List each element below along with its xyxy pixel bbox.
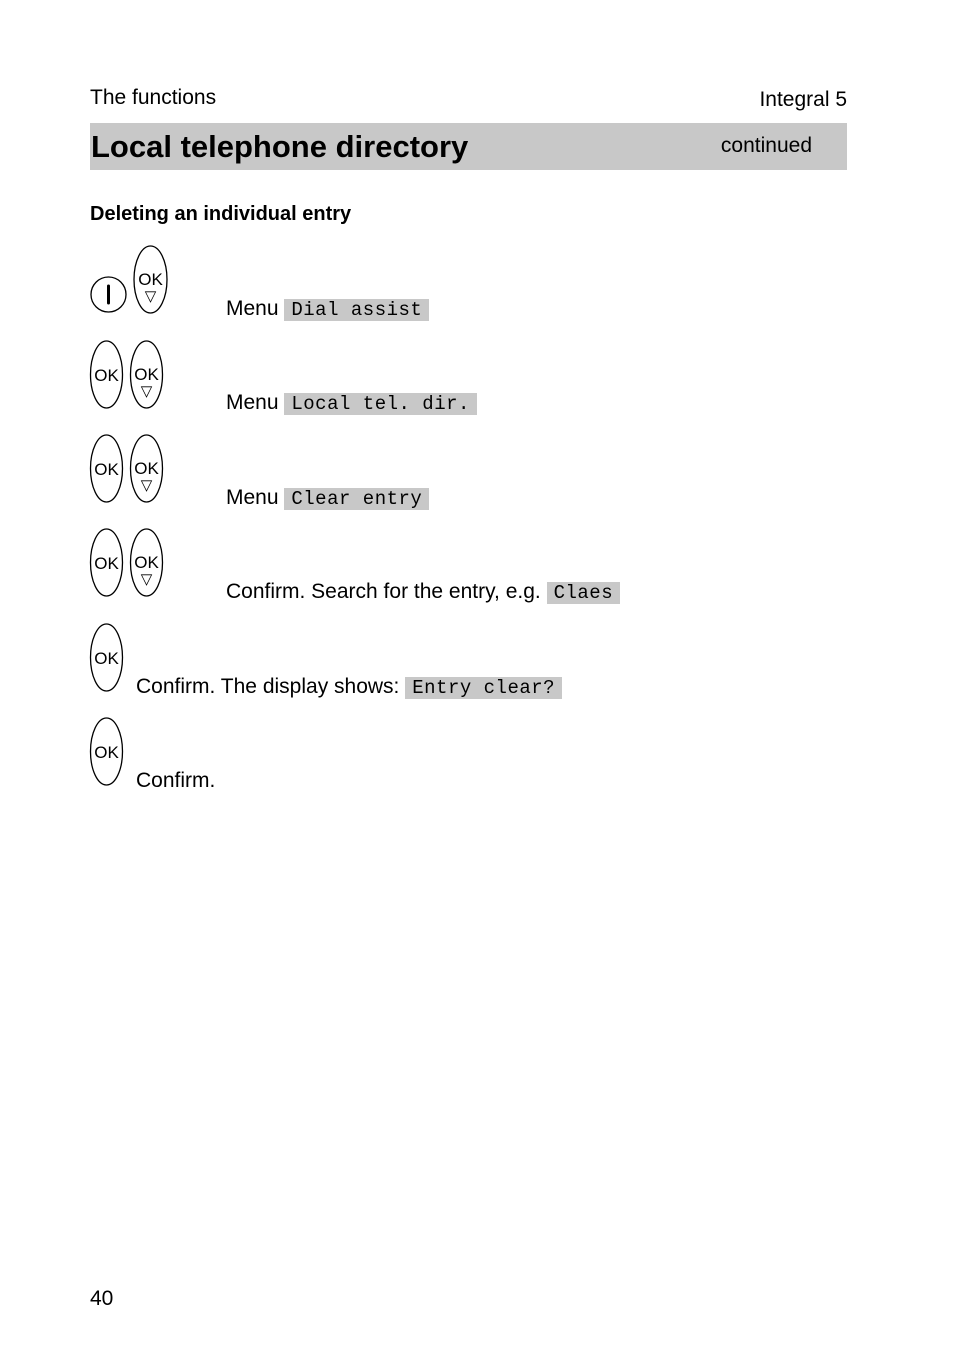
ok-key-label: OK [94, 743, 119, 762]
ok-key-icon [90, 623, 126, 693]
header-section: The functions [90, 86, 217, 109]
lcd-local-tel-dir: Local tel. dir. [284, 393, 477, 415]
down-arrow-icon: ▽ [140, 571, 153, 588]
header-model: Integral 5 [759, 88, 847, 111]
step-4-prefix: Confirm. Search for the entry, e.g. [226, 580, 541, 603]
ok-down-key-icon [130, 528, 166, 598]
ok-key-icon [90, 434, 126, 504]
ok-key-icon [90, 528, 126, 598]
ok-key-label: OK [94, 649, 119, 668]
down-arrow-icon: ▽ [140, 383, 153, 400]
ok-key-label: OK [134, 553, 159, 572]
page-number: 40 [90, 1287, 114, 1310]
ok-key-label: OK [94, 460, 119, 479]
step-5-prefix: Confirm. The display shows: [136, 675, 400, 698]
step-2 [226, 391, 477, 415]
title-bar [90, 123, 847, 170]
step-4 [226, 580, 620, 604]
section-heading: Deleting an individual entry [90, 203, 352, 225]
ok-down-key-icon [133, 245, 169, 315]
continued-label: continued [720, 134, 812, 157]
ok-key-label: OK [94, 554, 119, 573]
ok-key-icon [90, 340, 126, 410]
ok-down-key-icon [130, 434, 166, 504]
ok-key-label: OK [134, 459, 159, 478]
ok-key-icon [90, 717, 126, 787]
step-1 [226, 297, 429, 321]
ok-key-label: OK [134, 365, 159, 384]
down-arrow-icon: ▽ [144, 288, 157, 305]
lcd-clear-entry: Clear entry [284, 488, 429, 510]
step-3 [226, 486, 429, 510]
ok-down-key-icon [130, 340, 166, 410]
power-key-icon [90, 276, 128, 314]
step-5 [136, 675, 562, 699]
step-6-prefix: Confirm. [136, 769, 216, 792]
ok-key-label: OK [94, 366, 119, 385]
down-arrow-icon: ▽ [140, 477, 153, 494]
step-1-prefix: Menu [226, 297, 279, 320]
step-6 [136, 769, 215, 793]
lcd-entry-clear: Entry clear? [405, 677, 562, 699]
lcd-claes: Claes [547, 582, 621, 604]
lcd-dial-assist: Dial assist [284, 299, 429, 321]
page-title: Local telephone directory [91, 129, 469, 164]
step-2-prefix: Menu [226, 391, 279, 414]
step-3-prefix: Menu [226, 486, 279, 509]
ok-key-label: OK [138, 270, 163, 289]
